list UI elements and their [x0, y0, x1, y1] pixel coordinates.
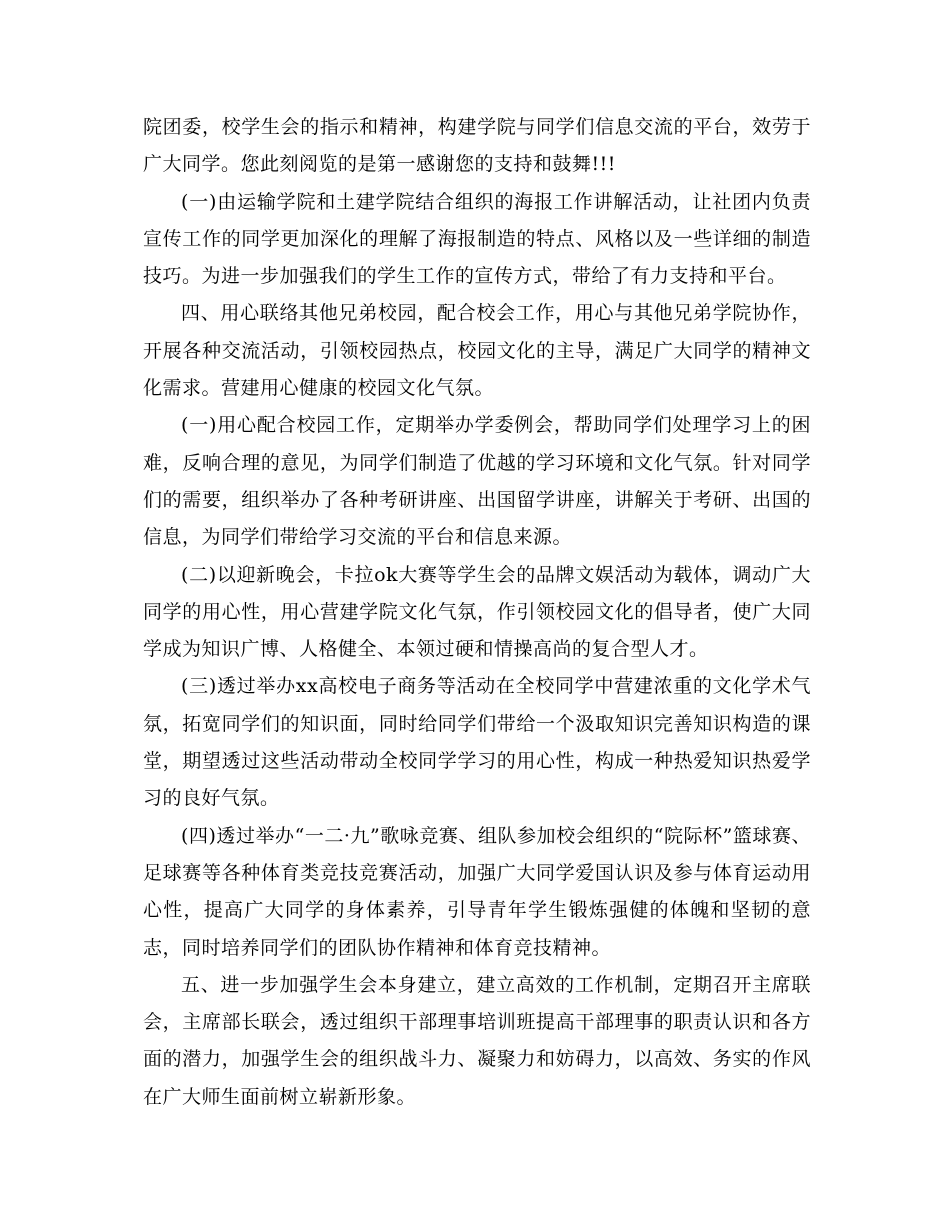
document-body — [143, 109, 811, 1116]
paragraph-sports-events: (四)透过举办“一二·九”歌咏竞赛、组队参加校会组织的“院际杯”篮球赛、足球赛等各种体育类竞技竞赛活动，加强广大同学爱国认识及参与体育运动用心性，提高广大同学的身体素养，引导青年学生锻炼强健的体魄和坚韧的意志，同时培养同学们的团队协作精神和体育竞技精神。 — [143, 824, 811, 959]
paragraph-poster-activity: (一)由运输学院和土建学院结合组织的海报工作讲解活动，让社团内负责宣传工作的同学更加深化的理解了海报制造的特点、风格以及一些详细的制造技巧。为进一步加强我们的学生工作的宣传方式，带给了有力支持和平台。 — [143, 190, 811, 288]
paragraph-cultural-events: (二)以迎新晚会，卡拉ok大赛等学生会的品牌文娱活动为载体，调动广大同学的用心性，用心营建学院文化气氛，作引领校园文化的倡导者，使广大同学成为知识广博、人格健全、本领过硬和情操高尚的复合型人才。 — [143, 563, 811, 661]
paragraph-study-committee: (一)用心配合校园工作，定期举办学委例会，帮助同学们处理学习上的困难，反响合理的意见，为同学们制造了优越的学习环境和文化气氛。针对同学们的需要，组织举办了各种考研讲座、出国留学讲座，讲解关于考研、出国的信息，为同学们带给学习交流的平台和信息来源。 — [143, 414, 811, 549]
paragraph-section-five: 五、进一步加强学生会本身建立，建立高效的工作机制，定期召开主席联会，主席部长联会，透过组织干部理事培训班提高干部理事的职责认识和各方面的潜力，加强学生会的组织战斗力、凝聚力和妨碍力，以高效、务实的作风在广大师生面前树立崭新形象。 — [143, 973, 811, 1108]
paragraph-section-four: 四、用心联络其他兄弟校园，配合校会工作，用心与其他兄弟学院协作，开展各种交流活动，引领校园热点，校园文化的主导，满足广大同学的精神文化需求。营建用心健康的校园文化气氛。 — [143, 302, 811, 400]
paragraph-academic-events: (三)透过举办xx高校电子商务等活动在全校同学中营建浓重的文化学术气氛，拓宽同学们的知识面，同时给同学们带给一个汲取知识完善知识构造的课堂，期望透过这些活动带动全校同学学习的用心性，构成一种热爱知识热爱学习的良好气氛。 — [143, 675, 811, 810]
paragraph-continued: 院团委，校学生会的指示和精神，构建学院与同学们信息交流的平台，效劳于广大同学。您此刻阅览的是第一感谢您的支持和鼓舞!!! — [143, 116, 811, 176]
